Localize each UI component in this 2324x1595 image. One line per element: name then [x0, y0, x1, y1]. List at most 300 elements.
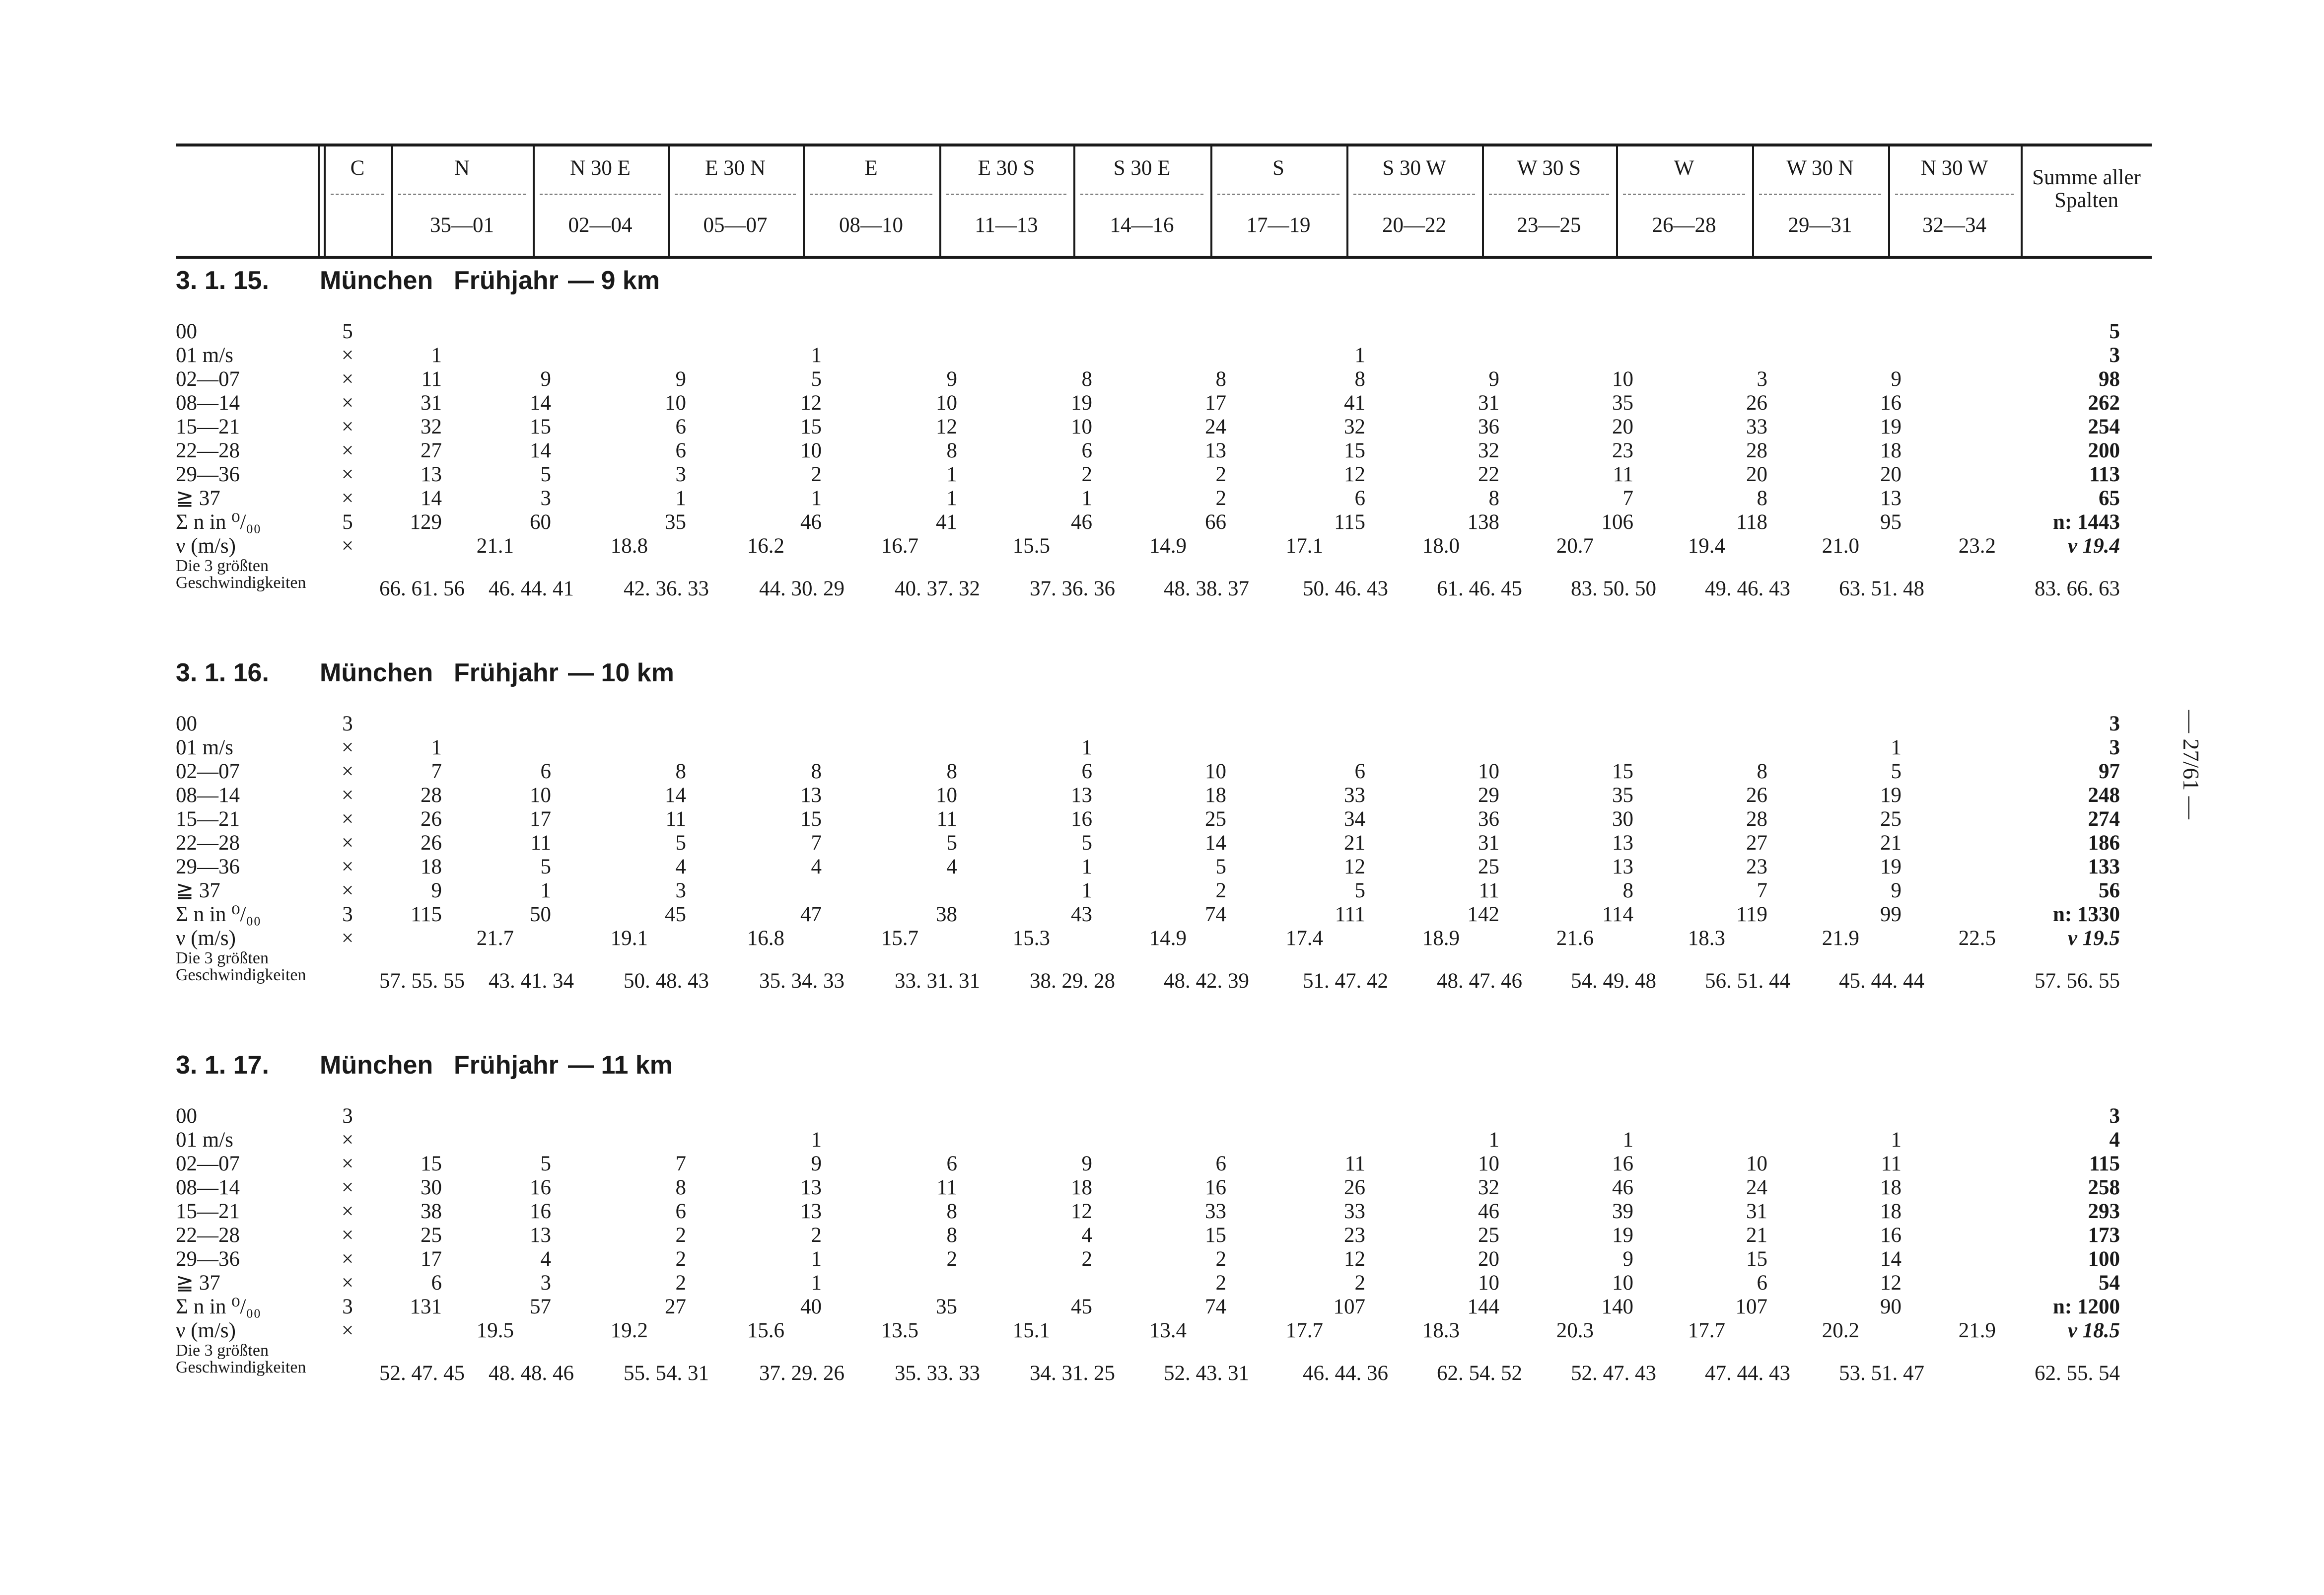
table-cell: × — [341, 807, 354, 831]
table-cell: 14 — [665, 784, 686, 807]
table-cell: 5 — [1215, 855, 1226, 878]
sum-cell: 115 — [2089, 1152, 2120, 1175]
table-cell: 6 — [1081, 760, 1092, 783]
section-title-height: — 10 km — [568, 658, 674, 687]
header-direction: S — [1272, 156, 1284, 180]
table-cell: 33 — [1344, 784, 1365, 807]
table-cell: 25 — [1478, 855, 1499, 878]
table-cell: 13 — [530, 1224, 551, 1247]
table-cell: 8 — [1488, 487, 1499, 510]
top3-cell: 48. 42. 39 — [1164, 969, 1249, 993]
table-cell: 5 — [1081, 831, 1092, 855]
table-cell: 11 — [665, 807, 686, 831]
header-range: 08—10 — [839, 214, 903, 237]
table-cell: 142 — [1467, 903, 1499, 926]
table-cell: 31 — [1746, 1200, 1767, 1223]
table-cell: 8 — [1622, 879, 1633, 902]
table-cell: 5 — [1891, 760, 1901, 783]
mean-speed-cell: × — [341, 927, 354, 950]
table-cell: 21 — [1746, 1224, 1767, 1247]
table-cell: 6 — [1354, 760, 1365, 783]
table-cell: 24 — [1746, 1176, 1767, 1199]
table-cell: 6 — [1354, 487, 1365, 510]
mean-speed-cell: 21.7 — [476, 927, 514, 950]
table-cell: 2 — [1215, 1247, 1226, 1271]
table-cell: 41 — [1344, 391, 1365, 415]
page-number: — 27/61 — — [2179, 710, 2204, 819]
sum-cell: 4 — [2109, 1128, 2120, 1152]
table-cell: × — [341, 415, 354, 438]
table-cell: 13 — [1071, 784, 1092, 807]
table-cell: 31 — [421, 391, 442, 415]
table-cell: 19 — [1071, 391, 1092, 415]
header-direction: N 30 E — [570, 156, 631, 180]
table-cell: 6 — [675, 439, 686, 462]
row-label: 00 — [176, 320, 197, 343]
header-direction: S 30 E — [1113, 156, 1171, 180]
top3-cell: 55. 54. 31 — [624, 1362, 709, 1385]
row-label: Geschwindigkeiten — [176, 574, 306, 592]
table-cell: 16 — [1071, 807, 1092, 831]
row-label: Geschwindigkeiten — [176, 966, 306, 984]
header-range: 26—28 — [1652, 214, 1716, 237]
section-title-season: Frühjahr — [454, 1051, 559, 1080]
row-label: ≧ 37 — [176, 487, 220, 510]
table-cell: 1 — [946, 463, 957, 486]
mean-speed-cell: 19.2 — [610, 1319, 648, 1342]
sum-cell: 293 — [2088, 1200, 2120, 1223]
table-cell: 21 — [1880, 831, 1901, 855]
header-range: 17—19 — [1246, 214, 1311, 237]
mean-speed-cell: 15.5 — [1012, 534, 1050, 558]
table-cell: 9 — [946, 367, 957, 391]
top3-cell: 49. 46. 43 — [1705, 577, 1790, 600]
top3-cell: 43. 41. 34 — [489, 969, 574, 993]
header-range: 05—07 — [703, 214, 768, 237]
table-cell: 45 — [1071, 1295, 1092, 1318]
table-cell: 32 — [1478, 1176, 1499, 1199]
mean-speed-cell: 14.9 — [1149, 534, 1187, 558]
table-cell: × — [341, 487, 354, 510]
table-cell: 10 — [1612, 367, 1633, 391]
table-cell: 3 — [342, 903, 353, 926]
table-cell: 3 — [342, 1104, 353, 1128]
table-cell: 144 — [1467, 1295, 1499, 1318]
table-cell: 10 — [665, 391, 686, 415]
header-dashed-rule — [1759, 194, 1881, 195]
header-direction: S 30 W — [1382, 156, 1446, 180]
table-cell: 2 — [811, 463, 822, 486]
table-cell: 106 — [1601, 510, 1633, 534]
table-cell: 107 — [1333, 1295, 1365, 1318]
table-cell: 4 — [675, 855, 686, 878]
table-cell: 5 — [342, 510, 353, 534]
table-cell: × — [341, 1152, 354, 1175]
mean-speed-sum: v 18.5 — [2067, 1319, 2120, 1342]
table-cell: 33 — [1746, 415, 1767, 438]
table-cell: 19 — [1880, 855, 1901, 878]
table-cell: 25 — [421, 1224, 442, 1247]
top3-cell: 54. 49. 48 — [1571, 969, 1656, 993]
table-cell: 18 — [421, 855, 442, 878]
table-cell: 28 — [1746, 807, 1767, 831]
table-cell: 15 — [1746, 1247, 1767, 1271]
sum-cell: n: 1443 — [2053, 510, 2120, 534]
table-cell: 13 — [1612, 831, 1633, 855]
row-label: Σ n in ⁰/₀₀ — [176, 510, 261, 534]
row-label: 22—28 — [176, 1224, 240, 1247]
table-cell: 15 — [530, 415, 551, 438]
table-cell: 16 — [1612, 1152, 1633, 1175]
table-cell: 8 — [946, 1224, 957, 1247]
table-cell: 4 — [811, 855, 822, 878]
header-direction: N 30 W — [1920, 156, 1988, 180]
table-cell: 13 — [800, 784, 822, 807]
mean-speed-cell: 20.2 — [1822, 1319, 1859, 1342]
header-dashed-rule — [1353, 194, 1475, 195]
header-range: 29—31 — [1788, 214, 1852, 237]
table-cell: 1 — [811, 1271, 822, 1295]
table-cell: 9 — [675, 367, 686, 391]
table-cell: 2 — [675, 1271, 686, 1295]
table-cell: 2 — [1354, 1271, 1365, 1295]
table-cell: 10 — [1071, 415, 1092, 438]
table-cell: 18 — [1880, 439, 1901, 462]
table-cell: 5 — [342, 320, 353, 343]
table-cell: 35 — [1612, 784, 1633, 807]
row-label: ≧ 37 — [176, 879, 220, 902]
row-label: ν (m/s) — [176, 534, 236, 558]
table-cell: 5 — [946, 831, 957, 855]
top3-cell: 50. 46. 43 — [1303, 577, 1388, 600]
header-direction: W — [1674, 156, 1694, 180]
table-cell: 16 — [1205, 1176, 1226, 1199]
table-cell: 60 — [530, 510, 551, 534]
table-cell: 5 — [540, 463, 551, 486]
table-cell: 15 — [421, 1152, 442, 1175]
table-cell: 6 — [946, 1152, 957, 1175]
mean-speed-cell: 21.9 — [1958, 1319, 1996, 1342]
top3-cell: 83. 50. 50 — [1571, 577, 1656, 600]
table-cell: 2 — [1215, 463, 1226, 486]
table-cell: 25 — [1205, 807, 1226, 831]
table-cell: 22 — [1478, 463, 1499, 486]
table-cell: 13 — [800, 1200, 822, 1223]
mean-speed-cell: 15.3 — [1012, 927, 1050, 950]
header-dashed-rule — [1217, 194, 1339, 195]
sum-cell: 186 — [2088, 831, 2120, 855]
table-cell: 14 — [530, 391, 551, 415]
row-label: 01 m/s — [176, 736, 233, 759]
table-cell: 9 — [1891, 879, 1901, 902]
table-cell: 40 — [800, 1295, 822, 1318]
table-cell: 38 — [936, 903, 957, 926]
top3-cell: 38. 29. 28 — [1030, 969, 1115, 993]
header-dashed-rule — [810, 194, 932, 195]
table-cell: 45 — [665, 903, 686, 926]
row-label: 02—07 — [176, 760, 240, 783]
table-cell: 8 — [1081, 367, 1092, 391]
table-cell: 57 — [530, 1295, 551, 1318]
top3-cell: 53. 51. 47 — [1839, 1362, 1924, 1385]
table-cell: 13 — [800, 1176, 822, 1199]
header-range: 32—34 — [1922, 214, 1986, 237]
table-cell: 6 — [1215, 1152, 1226, 1175]
table-cell: 18 — [1880, 1176, 1901, 1199]
row-label: Σ n in ⁰/₀₀ — [176, 903, 261, 926]
header-range: 14—16 — [1110, 214, 1174, 237]
section-title-height: — 9 km — [568, 266, 660, 295]
header-bottom-rule — [176, 256, 2152, 259]
sum-cell: 248 — [2088, 784, 2120, 807]
mean-speed-cell: 18.3 — [1688, 927, 1725, 950]
table-cell: 114 — [1602, 903, 1633, 926]
mean-speed-sum: v 19.4 — [2067, 534, 2120, 558]
table-cell: 8 — [946, 439, 957, 462]
table-cell: 28 — [421, 784, 442, 807]
table-cell: 4 — [540, 1247, 551, 1271]
table-cell: 138 — [1467, 510, 1499, 534]
table-cell: 15 — [1205, 1224, 1226, 1247]
table-cell: 12 — [800, 391, 822, 415]
table-cell: 9 — [1622, 1247, 1633, 1271]
top3-cell: 48. 48. 46 — [489, 1362, 574, 1385]
table-cell: 140 — [1601, 1295, 1633, 1318]
table-cell: × — [341, 1128, 354, 1152]
row-label: 22—28 — [176, 439, 240, 462]
section-title-height: — 11 km — [568, 1051, 673, 1080]
sum-cell: 262 — [2088, 391, 2120, 415]
table-cell: 1 — [1081, 855, 1092, 878]
mean-speed-cell: 21.9 — [1822, 927, 1859, 950]
row-label: ≧ 37 — [176, 1271, 220, 1295]
table-cell: 26 — [1746, 784, 1767, 807]
table-cell: × — [341, 367, 354, 391]
table-cell: 1 — [1891, 1128, 1901, 1152]
sum-cell: n: 1200 — [2053, 1295, 2120, 1318]
table-cell: 5 — [675, 831, 686, 855]
row-label: 15—21 — [176, 807, 240, 831]
table-cell: 6 — [675, 1200, 686, 1223]
header-column-divider — [318, 144, 320, 258]
table-cell: 4 — [946, 855, 957, 878]
header-range: 11—13 — [975, 214, 1038, 237]
table-cell: 10 — [936, 784, 957, 807]
sum-cell: 173 — [2088, 1224, 2120, 1247]
table-cell: 15 — [1344, 439, 1365, 462]
row-label: 15—21 — [176, 415, 240, 438]
header-dashed-rule — [398, 194, 526, 195]
table-cell: 7 — [1757, 879, 1767, 902]
table-cell: 16 — [530, 1200, 551, 1223]
table-cell: 23 — [1344, 1224, 1365, 1247]
section-title-num: 3. 1. 17. — [176, 1051, 269, 1080]
sum-cell: 3 — [2109, 736, 2120, 759]
table-cell: 8 — [946, 760, 957, 783]
top3-cell: 48. 47. 46 — [1437, 969, 1522, 993]
mean-speed-cell: 20.3 — [1556, 1319, 1594, 1342]
header-direction: E — [864, 156, 878, 180]
table-cell: 8 — [675, 1176, 686, 1199]
mean-speed-cell: 21.6 — [1556, 927, 1594, 950]
table-cell: 10 — [1478, 1152, 1499, 1175]
table-cell: 47 — [800, 903, 822, 926]
table-cell: 8 — [1354, 367, 1365, 391]
table-cell: 14 — [421, 487, 442, 510]
table-cell: × — [341, 1247, 354, 1271]
top3-cell: 46. 44. 41 — [489, 577, 574, 600]
table-cell: 7 — [431, 760, 442, 783]
table-cell: 90 — [1880, 1295, 1901, 1318]
table-cell: × — [341, 463, 354, 486]
table-cell: 7 — [1622, 487, 1633, 510]
mean-speed-cell: 19.5 — [476, 1319, 514, 1342]
header-dashed-rule — [540, 194, 661, 195]
mean-speed-cell: 13.4 — [1149, 1319, 1187, 1342]
table-cell: 1 — [1354, 344, 1365, 367]
sum-cell: n: 1330 — [2053, 903, 2120, 926]
table-cell: 9 — [1081, 1152, 1092, 1175]
table-cell: 17 — [1205, 391, 1226, 415]
sum-cell: 3 — [2109, 1104, 2120, 1128]
table-cell: 11 — [1881, 1152, 1901, 1175]
table-cell: × — [341, 736, 354, 759]
mean-speed-cell: 15.7 — [881, 927, 918, 950]
table-cell: 9 — [431, 879, 442, 902]
sum-cell: 65 — [2099, 487, 2120, 510]
row-label: 22—28 — [176, 831, 240, 855]
table-cell: 14 — [1205, 831, 1226, 855]
table-cell: 16 — [1880, 391, 1901, 415]
table-cell: 25 — [1478, 1224, 1499, 1247]
table-cell: 1 — [431, 736, 442, 759]
header-direction: C — [350, 156, 365, 180]
row-label: Geschwindigkeiten — [176, 1358, 306, 1377]
table-cell: 10 — [1612, 1271, 1633, 1295]
top3-cell: 34. 31. 25 — [1030, 1362, 1115, 1385]
table-cell: 3 — [540, 1271, 551, 1295]
top3-cell: 47. 44. 43 — [1705, 1362, 1790, 1385]
table-cell: 46 — [1071, 510, 1092, 534]
table-cell: 6 — [1757, 1271, 1767, 1295]
table-cell: 32 — [421, 415, 442, 438]
table-cell: 111 — [1335, 903, 1365, 926]
table-cell: 30 — [421, 1176, 442, 1199]
table-cell: 12 — [1071, 1200, 1092, 1223]
table-cell: 3 — [342, 712, 353, 735]
table-cell: 39 — [1612, 1200, 1633, 1223]
table-cell: 8 — [675, 760, 686, 783]
mean-speed-cell: 17.7 — [1688, 1319, 1725, 1342]
table-cell: 13 — [421, 463, 442, 486]
table-cell: 118 — [1736, 510, 1767, 534]
table-cell: 13 — [1205, 439, 1226, 462]
table-cell: 21 — [1344, 831, 1365, 855]
table-cell: 6 — [431, 1271, 442, 1295]
table-cell: × — [341, 879, 354, 902]
top3-cell: 48. 38. 37 — [1164, 577, 1249, 600]
sum-cell: 97 — [2099, 760, 2120, 783]
table-cell: 32 — [1344, 415, 1365, 438]
table-cell: 1 — [1081, 879, 1092, 902]
table-cell: 27 — [665, 1295, 686, 1318]
sum-cell: 98 — [2099, 367, 2120, 391]
mean-speed-cell: 18.0 — [1422, 534, 1460, 558]
mean-speed-cell: 14.9 — [1149, 927, 1187, 950]
top3-cell: 50. 48. 43 — [624, 969, 709, 993]
top3-cell: 35. 33. 33 — [895, 1362, 980, 1385]
table-cell: 20 — [1478, 1247, 1499, 1271]
table-cell: 1 — [1891, 736, 1901, 759]
section-title-num: 3. 1. 15. — [176, 266, 269, 295]
table-cell: 46 — [1612, 1176, 1633, 1199]
table-cell: × — [341, 1176, 354, 1199]
header-range: 35—01 — [430, 214, 494, 237]
table-cell: 31 — [1478, 831, 1499, 855]
table-cell: 12 — [936, 415, 957, 438]
table-cell: 43 — [1071, 903, 1092, 926]
mean-speed-cell: 15.1 — [1012, 1319, 1050, 1342]
top3-cell: 62. 54. 52 — [1437, 1362, 1522, 1385]
table-cell: 2 — [811, 1224, 822, 1247]
top3-cell: 52. 47. 43 — [1571, 1362, 1656, 1385]
top3-cell: 45. 44. 44 — [1839, 969, 1924, 993]
table-cell: 129 — [410, 510, 442, 534]
header-direction: W 30 S — [1517, 156, 1581, 180]
table-cell: 11 — [1613, 463, 1633, 486]
table-cell: 16 — [1880, 1224, 1901, 1247]
mean-speed-cell: 19.1 — [610, 927, 648, 950]
table-cell: 1 — [1622, 1128, 1633, 1152]
table-cell: 38 — [421, 1200, 442, 1223]
table-cell: 7 — [675, 1152, 686, 1175]
table-cell: 8 — [811, 760, 822, 783]
table-cell: 1 — [811, 1128, 822, 1152]
sum-cell: 200 — [2088, 439, 2120, 462]
row-label: 01 m/s — [176, 344, 233, 367]
top3-cell: 44. 30. 29 — [759, 577, 845, 600]
table-cell: 36 — [1478, 415, 1499, 438]
table-cell: 13 — [1612, 855, 1633, 878]
table-cell: 29 — [1478, 784, 1499, 807]
row-label: 08—14 — [176, 391, 240, 415]
mean-speed-cell: 20.7 — [1556, 534, 1594, 558]
table-cell: 50 — [530, 903, 551, 926]
table-cell: 10 — [1478, 760, 1499, 783]
mean-speed-cell: 21.1 — [476, 534, 514, 558]
sum-cell: 100 — [2088, 1247, 2120, 1271]
table-cell: 11 — [1479, 879, 1499, 902]
table-cell: 9 — [811, 1152, 822, 1175]
mean-speed-cell: 17.7 — [1285, 1319, 1323, 1342]
table-cell: 35 — [665, 510, 686, 534]
header-top-rule — [176, 144, 2152, 146]
table-cell: 32 — [1478, 439, 1499, 462]
mean-speed-cell: 17.4 — [1285, 927, 1323, 950]
table-cell: 20 — [1880, 463, 1901, 486]
mean-speed-cell: 16.8 — [747, 927, 784, 950]
sum-cell: 258 — [2088, 1176, 2120, 1199]
table-cell: 19 — [1880, 784, 1901, 807]
table-cell: 35 — [1612, 391, 1633, 415]
table-cell: × — [341, 831, 354, 855]
header-direction: N — [454, 156, 470, 180]
mean-speed-cell: 18.8 — [610, 534, 648, 558]
table-cell: 6 — [540, 760, 551, 783]
table-cell: 3 — [1757, 367, 1767, 391]
table-cell: 74 — [1205, 1295, 1226, 1318]
table-cell: 10 — [936, 391, 957, 415]
